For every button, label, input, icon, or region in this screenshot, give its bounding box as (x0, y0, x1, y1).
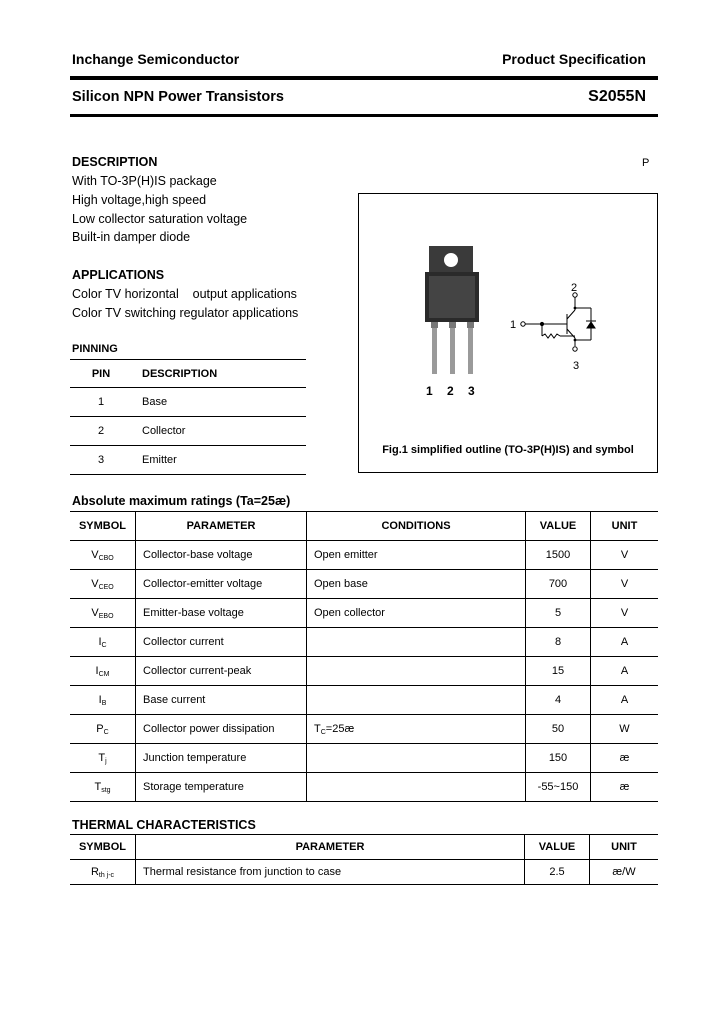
conditions-cell (307, 628, 526, 657)
symbol-cell: $R_{th j-c}$ (70, 860, 136, 885)
symbol-cell: $T_{stg}$ (70, 773, 136, 802)
table-row (70, 686, 658, 715)
application-item: Color TV switching regulator applications (72, 306, 299, 320)
parameter-cell: Collector power dissipation (136, 715, 307, 744)
table-row (70, 570, 658, 599)
symbol-cell: $P_C$ (70, 715, 136, 744)
package-pin-label: 1 (426, 384, 433, 398)
unit-cell: æ (591, 744, 659, 773)
symbol-cell: $V_{CEO}$ (70, 570, 136, 599)
parameter-header: PARAMETER (136, 512, 307, 541)
conditions-cell: $T_C=25æ$ (307, 715, 526, 744)
pinning-title: PINNING (72, 343, 118, 355)
value-cell: 2.5 (525, 860, 590, 885)
pin-description: Base (132, 388, 306, 417)
value-header: VALUE (526, 512, 591, 541)
pinning-table (70, 360, 306, 475)
table-row (70, 599, 658, 628)
value-cell: 50 (526, 715, 591, 744)
parameter-cell: Base current (136, 686, 307, 715)
abs-max-header-row (70, 512, 658, 541)
unit-cell: A (591, 686, 659, 715)
table-row (70, 417, 306, 446)
unit-cell: A (591, 657, 659, 686)
symbol-cell: $I_B$ (70, 686, 136, 715)
thermal-title: THERMAL CHARACTERISTICS (72, 818, 256, 832)
conditions-cell: Open collector (307, 599, 526, 628)
figure-caption: Fig.1 simplified outline (TO-3P(H)IS) and symbol (382, 444, 634, 456)
value-cell: 15 (526, 657, 591, 686)
thermal-table (70, 834, 658, 885)
conditions-cell (307, 657, 526, 686)
parameter-cell: Emitter-base voltage (136, 599, 307, 628)
symbol-cell: $T_j$ (70, 744, 136, 773)
description-item: High voltage,high speed (72, 193, 207, 207)
pin-number: 3 (70, 446, 132, 475)
applications-title: APPLICATIONS (72, 268, 165, 282)
conditions-cell (307, 744, 526, 773)
symbol-pin-label: 1 (510, 319, 517, 331)
table-row (70, 628, 658, 657)
parameter-cell: Thermal resistance from junction to case (136, 860, 525, 885)
header-rule-bottom (70, 114, 658, 117)
company-name: Inchange Semiconductor (72, 51, 240, 67)
part-number: S2055N (588, 88, 646, 105)
conditions-cell (307, 686, 526, 715)
doc-type: Product Specification (502, 51, 646, 67)
table-row (70, 388, 306, 417)
conditions-header: CONDITIONS (307, 512, 526, 541)
description-item: Low collector saturation voltage (72, 212, 248, 226)
unit-cell: V (591, 599, 659, 628)
symbol-pin-label: 2 (571, 282, 578, 294)
pin-number: 1 (70, 388, 132, 417)
value-cell: 4 (526, 686, 591, 715)
pinning-header-row (70, 360, 306, 388)
thermal-header-row (70, 835, 658, 860)
parameter-cell: Collector-base voltage (136, 541, 307, 570)
table-row (70, 657, 658, 686)
unit-header: UNIT (591, 512, 659, 541)
description-item: With TO-3P(H)IS package (72, 174, 217, 188)
symbol-cell: $I_{CM}$ (70, 657, 136, 686)
unit-cell: V (591, 541, 659, 570)
pin-header: PIN (70, 360, 132, 388)
table-row (70, 744, 658, 773)
parameter-cell: Collector current-peak (136, 657, 307, 686)
value-cell: 150 (526, 744, 591, 773)
pin-description: Collector (132, 417, 306, 446)
symbol-cell: $I_C$ (70, 628, 136, 657)
unit-cell: A (591, 628, 659, 657)
corner-mark: P (642, 157, 650, 169)
conditions-cell: Open base (307, 570, 526, 599)
package-pin-label: 3 (468, 384, 475, 398)
conditions-cell (307, 773, 526, 802)
application-item: Color TV horizontal output applications (72, 287, 297, 301)
pin-description-header: DESCRIPTION (132, 360, 306, 388)
figure-box (358, 193, 658, 473)
product-line: Silicon NPN Power Transistors (72, 89, 284, 105)
value-header: VALUE (525, 835, 590, 860)
value-cell: 1500 (526, 541, 591, 570)
table-row (70, 446, 306, 475)
unit-header: UNIT (590, 835, 659, 860)
pin-number: 2 (70, 417, 132, 446)
conditions-cell: Open emitter (307, 541, 526, 570)
header-rule-top (70, 76, 658, 80)
symbol-header: SYMBOL (70, 512, 136, 541)
unit-cell: W (591, 715, 659, 744)
table-row (70, 860, 658, 885)
symbol-cell: $V_{EBO}$ (70, 599, 136, 628)
transistor-symbol-icon (359, 194, 657, 472)
value-cell: -55~150 (526, 773, 591, 802)
parameter-cell: Storage temperature (136, 773, 307, 802)
unit-cell: æ (591, 773, 659, 802)
parameter-cell: Junction temperature (136, 744, 307, 773)
description-item: Built-in damper diode (72, 230, 191, 244)
abs-max-title: Absolute maximum ratings (Ta=25æ) (72, 494, 291, 508)
parameter-header: PARAMETER (136, 835, 525, 860)
abs-max-table (70, 511, 658, 802)
value-cell: 5 (526, 599, 591, 628)
table-row (70, 773, 658, 802)
unit-cell: æ/W (590, 860, 659, 885)
description-title: DESCRIPTION (72, 155, 158, 169)
parameter-cell: Collector current (136, 628, 307, 657)
table-row (70, 715, 658, 744)
value-cell: 700 (526, 570, 591, 599)
pin-description: Emitter (132, 446, 306, 475)
symbol-header: SYMBOL (70, 835, 136, 860)
symbol-pin-label: 3 (573, 360, 580, 372)
value-cell: 8 (526, 628, 591, 657)
unit-cell: V (591, 570, 659, 599)
package-pin-label: 2 (447, 384, 454, 398)
symbol-cell: $V_{CBO}$ (70, 541, 136, 570)
table-row (70, 541, 658, 570)
parameter-cell: Collector-emitter voltage (136, 570, 307, 599)
